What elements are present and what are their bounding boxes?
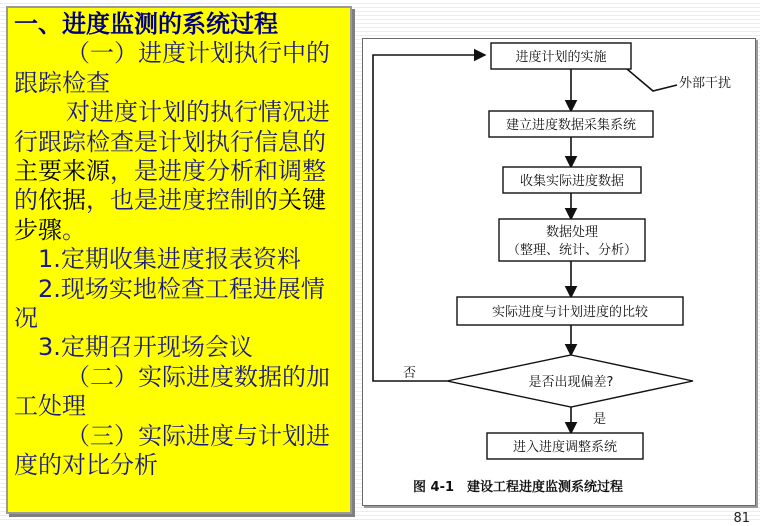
subheading-processing: （二）实际进度数据的加工处理 xyxy=(14,362,330,421)
box-implementation xyxy=(491,43,631,69)
box-comparison-label: 实际进度与计划进度的比较 xyxy=(491,305,649,320)
box-adjustment-system xyxy=(487,433,643,459)
box-data-collection-system-label: 建立进度数据采集系统 xyxy=(505,118,637,133)
paragraph-text-d: 。 xyxy=(62,215,86,244)
page-number: 81 xyxy=(733,511,750,526)
list-item-reports: 1.定期收集进度报表资料 xyxy=(38,245,301,274)
box-adjustment-system-label: 进入进度调整系统 xyxy=(512,440,618,455)
subheading-tracking: （一）进度计划执行中的跟踪检查 xyxy=(14,39,330,97)
flowchart-figure xyxy=(362,38,756,506)
label-yes: 是 xyxy=(593,412,607,427)
decision-label: 是否出现偏差? xyxy=(528,375,614,390)
list-item-meetings: 3.定期召开现场会议 xyxy=(38,333,253,362)
section-heading: 一、进度监测的系统过程 xyxy=(14,10,278,38)
emphasis-main-source: 主要来源 xyxy=(14,157,110,186)
paragraph-text-a: 对进度计划的执行情况进行跟踪检查是计划执行信息的 xyxy=(14,98,330,156)
box-data-processing-title: 数据处理 xyxy=(545,225,599,240)
box-data-processing-detail: （整理、统计、分析） xyxy=(506,243,638,258)
paragraph-text-b: ，是进度分析和调整的 xyxy=(14,157,326,215)
label-no: 否 xyxy=(403,366,417,381)
box-collect-data-label: 收集实际进度数据 xyxy=(519,174,625,189)
box-comparison xyxy=(457,297,683,325)
box-data-processing xyxy=(499,219,645,261)
paragraph-text-c: ，也是进度控制的 xyxy=(86,186,278,215)
subheading-comparison: （三）实际进度与计划进度的对比分析 xyxy=(14,421,330,480)
external-disturbance-label: 外部干扰 xyxy=(679,76,732,91)
feedback-loop-no xyxy=(373,55,485,381)
flowchart-svg xyxy=(363,39,755,505)
emphasis-basis: 依据 xyxy=(38,186,86,215)
box-collect-data xyxy=(503,167,641,193)
emphasis-key-step: 关键步骤 xyxy=(14,186,326,244)
box-data-collection-system xyxy=(489,111,653,137)
decision-deviation xyxy=(447,355,693,407)
text-panel xyxy=(6,6,352,514)
tracking-paragraph xyxy=(14,98,344,245)
list-item-site-inspection: 2.现场实地检查工程进展情况 xyxy=(14,274,325,333)
figure-caption: 图 4-1 建设工程进度监测系统过程 xyxy=(413,480,624,495)
external-disturbance-line xyxy=(627,69,677,91)
box-implementation-label: 进度计划的实施 xyxy=(515,50,607,65)
